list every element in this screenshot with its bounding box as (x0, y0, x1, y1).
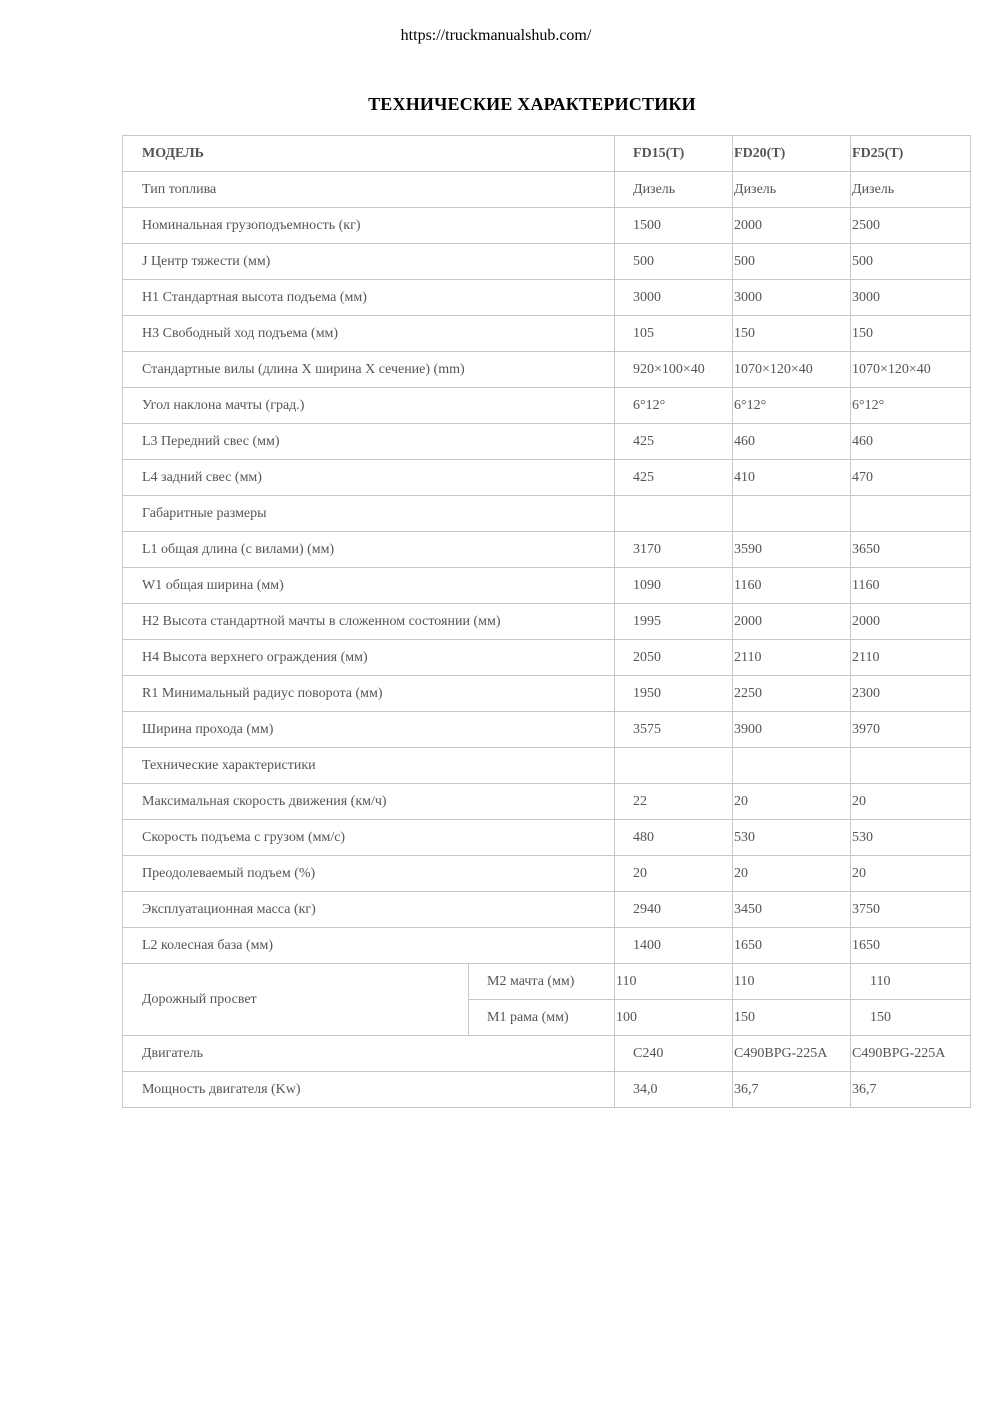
table-row (123, 352, 971, 388)
row-label: Тип топлива (123, 172, 615, 208)
model-fd25-header: FD25(T) (851, 136, 971, 172)
value-fd15 (615, 748, 733, 784)
value-fd15: 6°12° (615, 388, 733, 424)
value-fd25: C490BPG-225A (851, 1036, 971, 1072)
row-label: L3 Передний свес (мм) (123, 424, 615, 460)
table-header-row (123, 136, 971, 172)
table-row (123, 316, 971, 352)
row-label: Скорость подъема с грузом (мм/с) (123, 820, 615, 856)
value-fd20: 2250 (733, 676, 851, 712)
value-fd15: 3575 (615, 712, 733, 748)
value-fd15: 1500 (615, 208, 733, 244)
row-label: H1 Стандартная высота подъема (мм) (123, 280, 615, 316)
row-label: Двигатель (123, 1036, 615, 1072)
value-fd25: 460 (851, 424, 971, 460)
value-fd15: 34,0 (615, 1072, 733, 1108)
value-fd15: 1090 (615, 568, 733, 604)
value-fd20: 500 (733, 244, 851, 280)
model-fd15-header: FD15(T) (615, 136, 733, 172)
value-fd20: 3590 (733, 532, 851, 568)
value-fd25: 3970 (851, 712, 971, 748)
value-fd25: 2110 (851, 640, 971, 676)
value-fd20: 530 (733, 820, 851, 856)
value-fd20: 150 (733, 1000, 851, 1036)
value-fd15: 20 (615, 856, 733, 892)
table-row (123, 172, 971, 208)
clearance-label: Дорожный просвет (123, 964, 469, 1036)
table-row (123, 208, 971, 244)
table-row (123, 424, 971, 460)
value-fd20: 2000 (733, 208, 851, 244)
header-label: МОДЕЛЬ (123, 136, 615, 172)
value-fd20: 2110 (733, 640, 851, 676)
row-label: H2 Высота стандартной мачты в сложенном состоянии (мм) (123, 604, 615, 640)
value-fd20: 410 (733, 460, 851, 496)
value-fd20: 2000 (733, 604, 851, 640)
table-row-power (123, 1072, 971, 1108)
value-fd20: 150 (733, 316, 851, 352)
table-row (123, 280, 971, 316)
value-fd15: 425 (615, 424, 733, 460)
value-fd25: 3650 (851, 532, 971, 568)
row-label: Мощность двигателя (Kw) (123, 1072, 615, 1108)
clearance-sub-label: M1 рама (мм) (469, 1000, 615, 1036)
clearance-row-mast (123, 964, 971, 1000)
value-fd15: 1400 (615, 928, 733, 964)
row-label: Габаритные размеры (123, 496, 615, 532)
value-fd25: 1650 (851, 928, 971, 964)
table-row (123, 892, 971, 928)
value-fd25: 1160 (851, 568, 971, 604)
table-row (123, 388, 971, 424)
value-fd15: 22 (615, 784, 733, 820)
clearance-sub-label: M2 мачта (мм) (469, 964, 615, 1000)
value-fd20: 1650 (733, 928, 851, 964)
table-row (123, 460, 971, 496)
value-fd15: 920×100×40 (615, 352, 733, 388)
value-fd15: 3170 (615, 532, 733, 568)
table-row (123, 856, 971, 892)
value-fd25: 150 (851, 1000, 971, 1036)
row-label: Угол наклона мачты (град.) (123, 388, 615, 424)
value-fd15: C240 (615, 1036, 733, 1072)
value-fd15: 3000 (615, 280, 733, 316)
value-fd25: 470 (851, 460, 971, 496)
value-fd15: 2940 (615, 892, 733, 928)
value-fd25: 500 (851, 244, 971, 280)
row-label: L4 задний свес (мм) (123, 460, 615, 496)
value-fd25: 110 (851, 964, 971, 1000)
value-fd25: 2000 (851, 604, 971, 640)
row-label: J Центр тяжести (мм) (123, 244, 615, 280)
row-label: Эксплуатационная масса (кг) (123, 892, 615, 928)
table-row (123, 784, 971, 820)
row-label: L1 общая длина (с вилами) (мм) (123, 532, 615, 568)
value-fd20 (733, 748, 851, 784)
value-fd25: 20 (851, 784, 971, 820)
value-fd25: 6°12° (851, 388, 971, 424)
value-fd15: 100 (615, 1000, 733, 1036)
row-label: Номинальная грузоподъемность (кг) (123, 208, 615, 244)
row-label: W1 общая ширина (мм) (123, 568, 615, 604)
row-label: L2 колесная база (мм) (123, 928, 615, 964)
value-fd15: 425 (615, 460, 733, 496)
value-fd25: Дизель (851, 172, 971, 208)
row-label: Стандартные вилы (длина X ширина X сечение) (mm) (123, 352, 615, 388)
value-fd25: 150 (851, 316, 971, 352)
row-label: R1 Минимальный радиус поворота (мм) (123, 676, 615, 712)
value-fd25: 2300 (851, 676, 971, 712)
value-fd20 (733, 496, 851, 532)
table-row (123, 244, 971, 280)
value-fd25 (851, 748, 971, 784)
page-title: ТЕХНИЧЕСКИЕ ХАРАКТЕРИСТИКИ (368, 94, 696, 114)
value-fd20: 6°12° (733, 388, 851, 424)
value-fd15: 1995 (615, 604, 733, 640)
value-fd15: Дизель (615, 172, 733, 208)
spec-table-body (123, 136, 971, 1108)
table-row (123, 748, 971, 784)
value-fd15: 110 (615, 964, 733, 1000)
value-fd20: 20 (733, 784, 851, 820)
row-label: Преодолеваемый подъем (%) (123, 856, 615, 892)
value-fd15: 500 (615, 244, 733, 280)
table-row (123, 820, 971, 856)
table-row-engine (123, 1036, 971, 1072)
table-row (123, 640, 971, 676)
value-fd25 (851, 496, 971, 532)
value-fd20: 20 (733, 856, 851, 892)
value-fd15: 480 (615, 820, 733, 856)
table-row (123, 676, 971, 712)
table-row (123, 712, 971, 748)
row-label: Ширина прохода (мм) (123, 712, 615, 748)
value-fd25: 20 (851, 856, 971, 892)
row-label: Технические характеристики (123, 748, 615, 784)
value-fd20: 460 (733, 424, 851, 460)
table-row (123, 496, 971, 532)
value-fd20: 3450 (733, 892, 851, 928)
value-fd20: 3900 (733, 712, 851, 748)
row-label: H3 Свободный ход подъема (мм) (123, 316, 615, 352)
table-row (123, 568, 971, 604)
value-fd25: 36,7 (851, 1072, 971, 1108)
value-fd20: C490BPG-225A (733, 1036, 851, 1072)
value-fd25: 1070×120×40 (851, 352, 971, 388)
value-fd20: 3000 (733, 280, 851, 316)
row-label: Максимальная скорость движения (км/ч) (123, 784, 615, 820)
spec-table (122, 135, 971, 1108)
value-fd20: 1160 (733, 568, 851, 604)
value-fd15: 105 (615, 316, 733, 352)
source-url[interactable]: https://truckmanualshub.com/ (400, 27, 592, 44)
value-fd20: 110 (733, 964, 851, 1000)
value-fd25: 3000 (851, 280, 971, 316)
value-fd25: 3750 (851, 892, 971, 928)
value-fd15 (615, 496, 733, 532)
value-fd15: 1950 (615, 676, 733, 712)
table-row (123, 532, 971, 568)
value-fd25: 530 (851, 820, 971, 856)
value-fd15: 2050 (615, 640, 733, 676)
value-fd25: 2500 (851, 208, 971, 244)
row-label: H4 Высота верхнего ограждения (мм) (123, 640, 615, 676)
table-row (123, 928, 971, 964)
table-row (123, 604, 971, 640)
value-fd20: 1070×120×40 (733, 352, 851, 388)
model-fd20-header: FD20(T) (733, 136, 851, 172)
value-fd20: 36,7 (733, 1072, 851, 1108)
value-fd20: Дизель (733, 172, 851, 208)
